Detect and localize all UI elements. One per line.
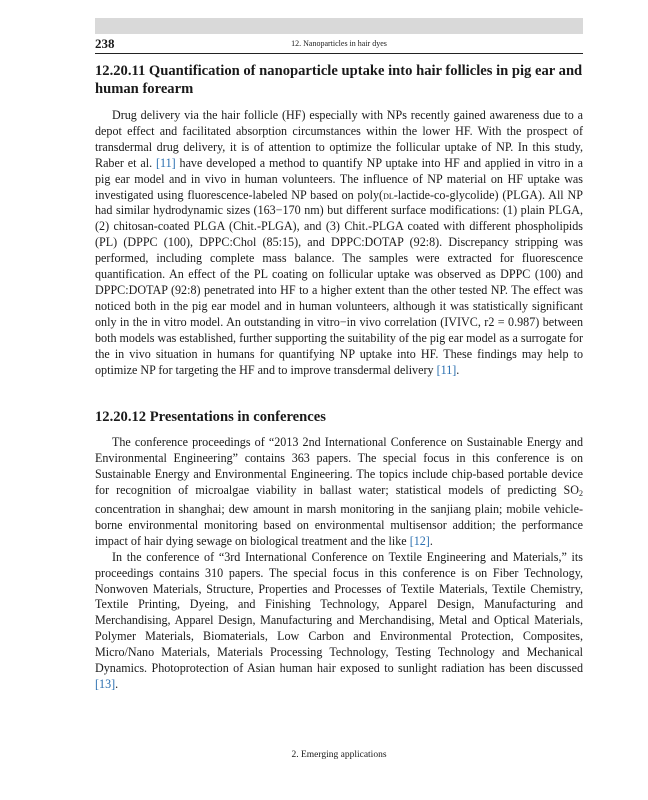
section-heading: 12.20.11 Quantification of nanoparticle uptake into hair follicles in pig ear and human forearm	[95, 63, 583, 97]
citation-link[interactable]: [13]	[95, 677, 116, 691]
section-gap	[95, 378, 583, 408]
text-run-smallcaps: dl	[383, 187, 394, 202]
paragraph	[95, 108, 583, 378]
section-12-20-12	[95, 408, 583, 693]
text-run: Drug delivery via the hair follicle (HF) especially with NPs recently gained awareness due to a depot effect and facilitated absorption circumstances within the lower HF. With the prospect of transdermal drug delivery, it is of attention to optimize the follicular uptake of NP. In this study, Raber et al.	[95, 108, 583, 170]
paragraph	[95, 550, 583, 693]
chapter-title: 12. Nanoparticles in hair dyes	[291, 39, 387, 48]
citation-link[interactable]: [11]	[155, 155, 176, 170]
text-run: The conference proceedings of “2013 2nd International Conference on Sustainable Energy and Environmental Engineering” contains 363 papers. The special focus in this conference is on Sustainable Energy and Environmental Engineering. The topics include chip-based portable device for recognition of microalgae viability in ballast water; statistical models of predicting SO	[95, 435, 583, 498]
section-heading: 12.20.12 Presentations in conferences	[95, 409, 326, 426]
text-run: -lactide-co-glycolide) (PLGA). All NP had similar hydrodynamic sizes (163−170 nm) but different surface modifications: (1) plain PLGA, (2) chitosan-coated PLGA (Chit.-PLGA), and (3) Chit.-PLGA coated with different phospholipids (PL) (DPPC (100), DPPC:Chol (85:15), and DPPC:DOTAP (92:8). Discrepancy stripping was performed, including complete mass balance. The samples were extracted for fluorescence quantification. An effect of the PL coating on follicular uptake was observed as DPPC (100) and DPPC:DOTAP (92:8) penetrated into HF to a higher extent than the other tested NP. The effect was noticed both in the pig ear model and in human volunteers, although it was statistically significant only in the in vitro model. An outstanding in vitro−in vivo correlation (IVIVC, r2 = 0.987) between both models was established, further supporting the suitability of the pig ear model as a surrogate for the in vivo situation in humans for quantifying NP uptake into HF. These findings may help to optimize NP for targeting the HF and to improve transdermal delivery	[95, 187, 584, 377]
section-12-20-11	[95, 62, 583, 378]
text-run: have developed a method to quantify NP uptake into HF and applied in vitro in a pig ear model and in vivo in human volunteers. The influence of NP material on HF uptake was investigated using fluorescence-labeled NP based on poly(	[95, 155, 583, 202]
page-footer: 2. Emerging applications	[291, 750, 387, 760]
text-run: concentration in shanghai; dew amount in marsh monitoring in the sanjiang plain; mobile vehicle-borne environmental monitoring based on environmental multisensor addition; the performance impact of hair dying sewage on biological treatment and the like	[95, 502, 583, 548]
top-gray-band	[95, 18, 583, 34]
paragraph	[95, 435, 583, 549]
text-run: .	[115, 677, 119, 691]
subscript: 2	[579, 489, 583, 499]
page-number: 238	[95, 36, 115, 51]
citation-link[interactable]: [12]	[409, 533, 430, 548]
text-run: .	[429, 533, 433, 548]
text-run: In the conference of “3rd International Conference on Textile Engineering and Materials,” its proceedings contains 310 papers. The special focus in this conference is on Fiber Technology, Nonwoven Materials, Structure, Properties and Processes of Textile Materials, Textile Chemistry, Textile Printing, Dyeing, and Finishing Technology, Apparel Design, Manufacturing and Merchandising, Apparel Design, Manufacturing and Merchandising, Metal and Optical Materials, Polymer Materials, Biomaterials, Low Carbon and Environmental Protection, Composites, Micro/Nano Materials, Materials Processing Technology, Testing Technology and Mechanical Dynamics. Photoprotection of Asian human hair exposed to sunlight radiation has been discussed	[95, 549, 583, 676]
page-body	[95, 62, 583, 693]
running-header	[95, 37, 583, 54]
text-run: .	[456, 362, 460, 377]
citation-link[interactable]: [11]	[436, 362, 457, 377]
